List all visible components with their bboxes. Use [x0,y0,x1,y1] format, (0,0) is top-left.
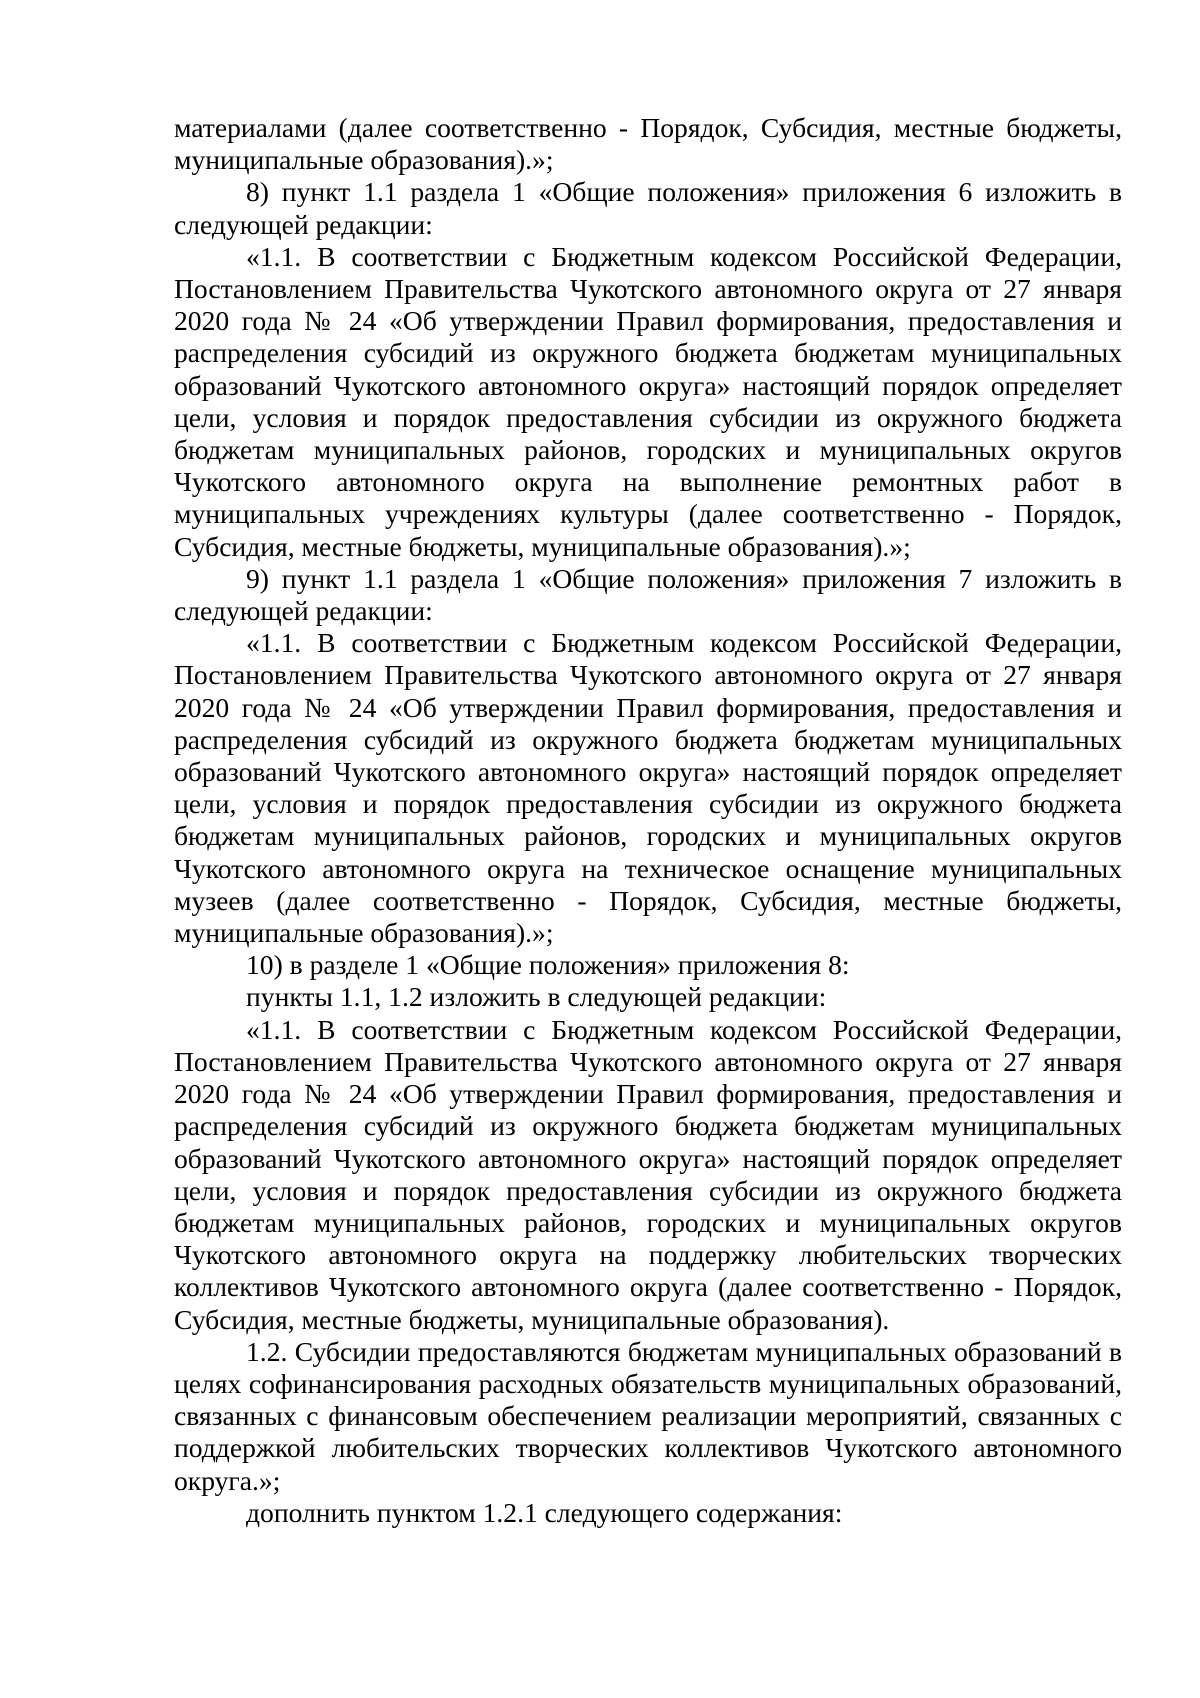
paragraph-continuation: материалами (далее соответственно - Порядок, Субсидия, местные бюджеты, муниципальные образования).»; [174,112,1122,176]
paragraph-quote-appendix-8-1-2: 1.2. Субсидии предоставляются бюджетам муниципальных образований в целях софинансирования расходных обязательств муниципальных образований, связанных с финансовым обеспечением реализации мероприятий, связанных с поддержкой любительских творческих коллективов Чукотского автономного округа.»; [174,1335,1122,1496]
document-body [174,112,1122,1529]
paragraph-quote-appendix-7: «1.1. В соответствии с Бюджетным кодексом Российской Федерации, Постановлением Правительства Чукотского автономного округа от 27 января 2020 года № 24 «Об утверждении Правил формирования, предоставления и распределения субсидий из окружного бюджета бюджетам муниципальных образований Чукотского автономного округа» настоящий порядок определяет цели, условия и порядок предоставления субсидии из окружного бюджета бюджетам муниципальных районов, городских и муниципальных округов Чукотского автономного округа на техническое оснащение муниципальных музеев (далее соответственно - Порядок, Субсидия, местные бюджеты, муниципальные образования).»; [174,627,1122,949]
paragraph-item-8: 8) пункт 1.1 раздела 1 «Общие положения» приложения 6 изложить в следующей редакции: [174,176,1122,240]
paragraph-items-1-1-1-2: пункты 1.1, 1.2 изложить в следующей редакции: [246,981,827,1013]
paragraph-add-1-2-1: дополнить пунктом 1.2.1 следующего содержания: [246,1496,843,1528]
paragraph-item-9: 9) пункт 1.1 раздела 1 «Общие положения» приложения 7 изложить в следующей редакции: [174,562,1122,627]
paragraph-quote-appendix-6: «1.1. В соответствии с Бюджетным кодексом Российской Федерации, Постановлением Правительства Чукотского автономного округа от 27 января 2020 года № 24 «Об утверждении Правил формирования, предоставления и распределения субсидий из окружного бюджета бюджетам муниципальных образований Чукотского автономного округа» настоящий порядок определяет цели, условия и порядок предоставления субсидии из окружного бюджета бюджетам муниципальных районов, городских и муниципальных округов Чукотского автономного округа на выполнение ремонтных работ в муниципальных учреждениях культуры (далее соответственно - Порядок, Субсидия, местные бюджеты, муниципальные образования).»; [174,240,1122,562]
paragraph-quote-appendix-8-1-1: «1.1. В соответствии с Бюджетным кодексом Российской Федерации, Постановлением Правительства Чукотского автономного округа от 27 января 2020 года № 24 «Об утверждении Правил формирования, предоставления и распределения субсидий из окружного бюджета бюджетам муниципальных образований Чукотского автономного округа» настоящий порядок определяет цели, условия и порядок предоставления субсидии из окружного бюджета бюджетам муниципальных районов, городских и муниципальных округов Чукотского автономного округа на поддержку любительских творческих коллективов Чукотского автономного округа (далее соответственно - Порядок, Субсидия, местные бюджеты, муниципальные образования). [174,1013,1122,1335]
paragraph-item-10: 10) в разделе 1 «Общие положения» приложения 8: [246,949,850,981]
